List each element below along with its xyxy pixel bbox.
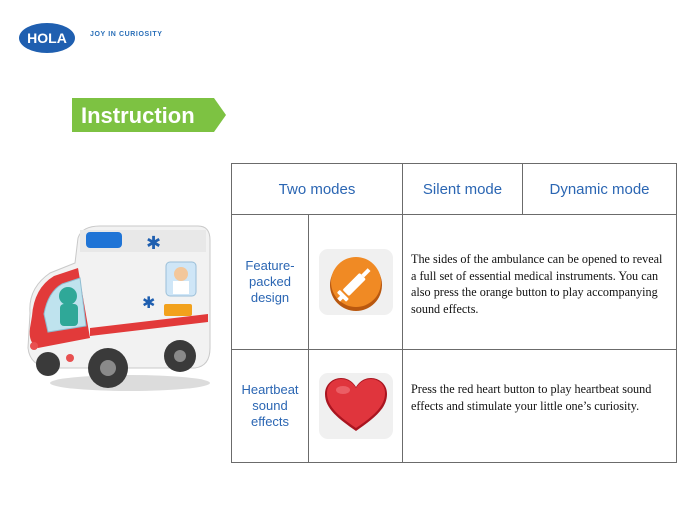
button-image-cell (309, 215, 403, 350)
header-silent-mode: Silent mode (403, 164, 523, 215)
button-image-cell (309, 350, 403, 463)
description-cell (403, 215, 677, 350)
table-header-row (232, 164, 677, 215)
description-cell (403, 350, 677, 463)
instruction-table (231, 163, 677, 463)
section-title-banner (72, 98, 226, 132)
orange-syringe-button-icon (319, 249, 393, 315)
svg-text:HOLA: HOLA (27, 30, 67, 46)
feature-description: The sides of the ambulance can be opened to reveal a full set of essential medical instruments. You can also press the orange button to play accompanying sound effects. (411, 252, 663, 316)
brand-tagline: JOY IN CURIOSITY (90, 31, 163, 38)
header-dynamic-mode: Dynamic mode (523, 164, 677, 215)
svg-text:✱: ✱ (146, 233, 162, 254)
feature-label: Heartbeat sound effects (232, 350, 309, 463)
red-heart-button-icon (319, 373, 393, 439)
feature-description: Press the red heart button to play heartbeat sound effects and stimulate your little one’s curiosity. (411, 382, 652, 413)
feature-label: Feature-packed design (232, 215, 309, 350)
svg-text:✱: ✱ (142, 293, 156, 312)
hola-logo (18, 22, 76, 54)
section-title: Instruction (81, 103, 195, 128)
ambulance-toy-image (20, 218, 218, 396)
table-row (232, 350, 677, 463)
table-row (232, 215, 677, 350)
header-two-modes: Two modes (232, 164, 403, 215)
